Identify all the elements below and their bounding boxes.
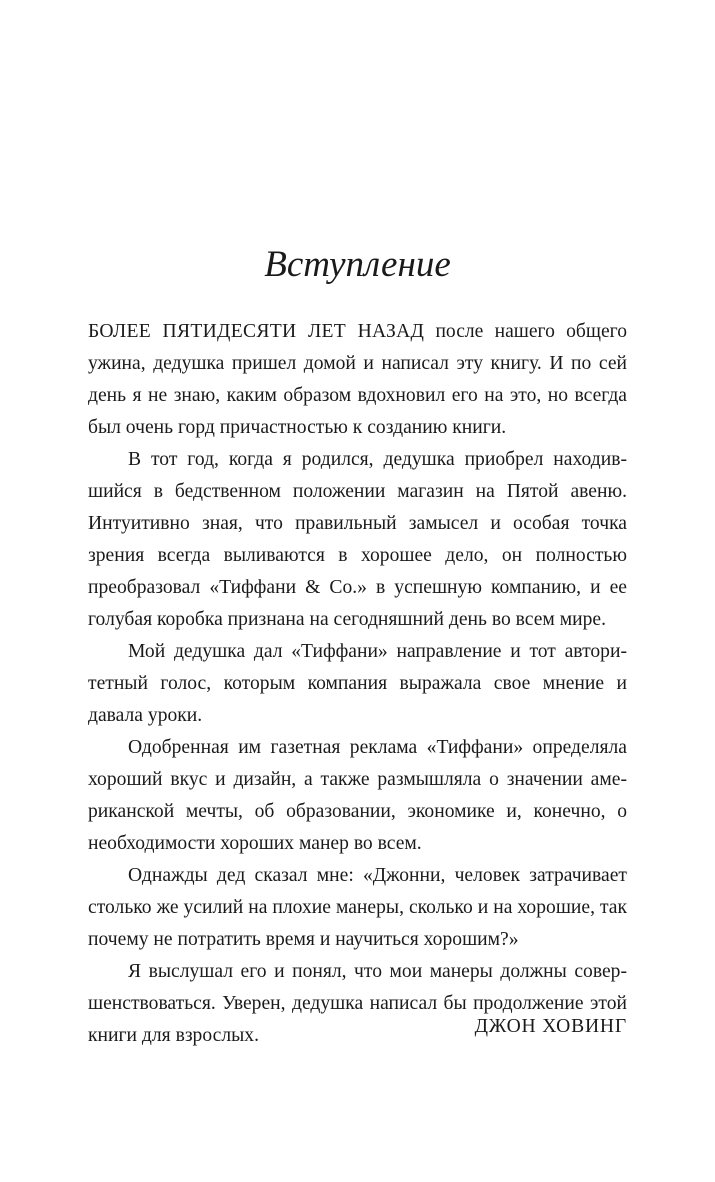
- book-page: [88, 0, 627, 1182]
- paragraph-3: Мой дедушка дал «Тиффани» направление и тот авторитетный голос, которым компания выражала свое мнение и давала уроки.: [88, 641, 627, 726]
- paragraph-text: после нашего общего ужина, дедушка пришел домой и написал эту книгу. И по сей день я не знаю, каким образом вдохновил его на это, но всегда был очень горд причастностью к созданию книги.: [88, 321, 627, 438]
- paragraph-2: В тот год, когда я родился, дедушка приобрел находившийся в бедственном положении магазин на Пятой авеню. Интуитивно зная, что правильный замысел и особая точка зрения всегда выливаются в хорошее дело, он полностью преобразовал «Тиффани & Co.» в успешную компанию, и ее голубая коробка признана на сегодняшний день во всем мире.: [88, 449, 627, 630]
- chapter-title: Вступление: [264, 244, 451, 285]
- paragraph-5: Однажды дед сказал мне: «Джонни, человек затрачивает столько же усилий на плохие манеры, сколько и на хорошие, так почему не потратить время и научиться хорошим?»: [88, 865, 627, 950]
- paragraph-6: Я выслушал его и понял, что мои манеры должны совершенствоваться. Уверен, дедушка написал бы продолжение этой книги для взрослых.: [88, 961, 627, 1046]
- author-signature: ДЖОН ХОВИНГ: [474, 1016, 627, 1037]
- body-text: [88, 316, 627, 1052]
- paragraph-1: [88, 316, 627, 444]
- paragraph-lead-caps: БОЛЕЕ ПЯТИДЕСЯТИ ЛЕТ НАЗАД: [88, 321, 425, 342]
- paragraph-4: Одобренная им газетная реклама «Тиффани» определяла хороший вкус и дизайн, а также размышляла о значении американской мечты, об образовании, экономике и, конечно, о необходимости хороших манер во всем.: [88, 737, 627, 854]
